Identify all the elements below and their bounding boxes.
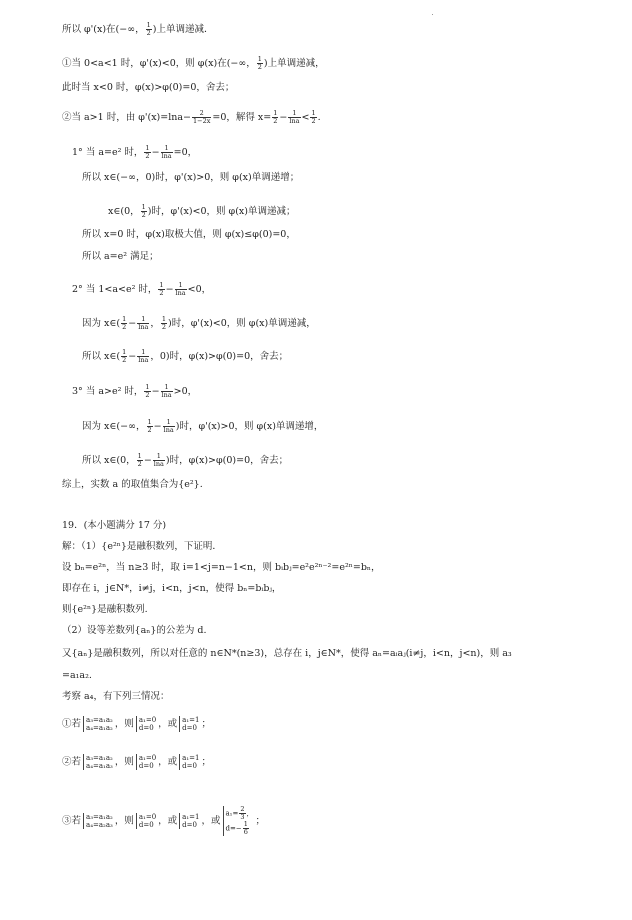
line-24: =a₁a₂. <box>62 670 92 681</box>
line-8: 所以 x=0 时，φ(x)取极大值，则 φ(x)≤φ(0)=0， <box>82 229 296 240</box>
line-21: 则{e²ⁿ}是融积数列. <box>62 604 148 615</box>
fraction: $\frac{1}{2}$ <box>146 21 151 37</box>
line-14: 因为 x∈(−∞， $\frac{1}{2}$ − $\frac{1}{\ln a}$ )时，φ'(x)>0，则 φ(x)单调递增， <box>82 418 324 434</box>
line-4: ②当 a>1 时，由 φ'(x)=lna− $\frac{2}{1-2x}$ =0，解得 x= $\frac{1}{2}$ − $\frac{1}{\ln a}$ < $\frac{1}{2}$ . <box>62 109 321 125</box>
problem-heading: 19．(本小题满分 17 分) <box>62 520 167 531</box>
line-2 <box>62 56 325 71</box>
text: 所以 φ'(x)在(−∞， <box>62 24 145 35</box>
line-20: 即存在 i，j∈N*，i≠j，i<n，j<n，使得 bₙ=bᵢbⱼ， <box>62 583 282 594</box>
text: )上单调递减， <box>263 58 325 69</box>
page-speck <box>432 14 433 15</box>
line-25: 考察 a₄，有下列三情况： <box>62 691 170 702</box>
line-18: 解：（1）{e²ⁿ}是融积数列，下证明． <box>62 541 222 552</box>
case-2: ②若 a₃=a₁a₂ a₄=a₁a₃ ，则 a₁=0 d=0 ，或 a₁=1 d=0 ； <box>62 754 211 770</box>
line-19: 设 bₙ=e²ⁿ，当 n≥3 时，取 i=1<j=n−1<n，则 bᵢbⱼ=e²e²ⁿ⁻²=e²ⁿ=bₙ， <box>62 562 381 573</box>
line-9: 所以 a=e² 满足； <box>82 251 159 262</box>
line-12: 所以 x∈( $\frac{1}{2}$ − $\frac{1}{\ln a}$ ，0)时，φ(x)>φ(0)=0，舍去； <box>82 348 289 364</box>
line-6: 所以 x∈(−∞，0)时，φ'(x)>0，则 φ(x)单调递增； <box>82 172 300 183</box>
line-23: 又{aₙ}是融积数列，所以对任意的 n∈N*(n≥3)，总存在 i，j∈N*，使得 aₙ=aᵢaⱼ(i≠j，i<n，j<n)，则 a₃ <box>62 648 512 659</box>
text: ①当 0<a<1 时，φ'(x)<0，则 φ(x)在(−∞， <box>62 58 256 69</box>
text: )上单调递减． <box>152 24 214 35</box>
fraction: $\frac{1}{2}$ <box>257 55 262 71</box>
line-15: 所以 x∈(0， $\frac{1}{2}$ − $\frac{1}{\ln a}$ )时，φ(x)>φ(0)=0，舍去； <box>82 452 289 468</box>
line-3: 此时当 x<0 时，φ(x)>φ(0)=0，舍去； <box>62 82 235 93</box>
line-22: （2）设等差数列{aₙ}的公差为 d. <box>62 625 207 636</box>
case-3: ③若 a₃=a₁a₂ a₄=a₂a₃ ，则 a₁=0 d=0 ，或 a₁=1 d=0 ，或 a₁= $\frac{2}{3}$ ， d=− $\frac{1}{6}$ ； <box>62 805 266 836</box>
line-1 <box>62 22 214 37</box>
line-16: 综上，实数 a 的取值集合为{e²}. <box>62 479 203 490</box>
line-5: 1° 当 a=e² 时， $\frac{1}{2}$ − $\frac{1}{\ln a}$ =0， <box>72 144 198 160</box>
case-1: ①若 a₃=a₁a₂ a₄=a₁a₂ ，则 a₁=0 d=0 ，或 a₁=1 d=0 ； <box>62 716 211 732</box>
line-13: 3° 当 a>e² 时， $\frac{1}{2}$ − $\frac{1}{\ln a}$ >0， <box>72 383 198 399</box>
line-7: x∈(0， $\frac{1}{2}$ )时，φ'(x)<0，则 φ(x)单调递减； <box>108 203 296 219</box>
line-10: 2° 当 1<a<e² 时， $\frac{1}{2}$ − $\frac{1}{\ln a}$ <0， <box>72 281 212 297</box>
line-11: 因为 x∈( $\frac{1}{2}$ − $\frac{1}{\ln a}$ ， $\frac{1}{2}$ )时，φ'(x)<0，则 φ(x)单调递减， <box>82 315 316 331</box>
